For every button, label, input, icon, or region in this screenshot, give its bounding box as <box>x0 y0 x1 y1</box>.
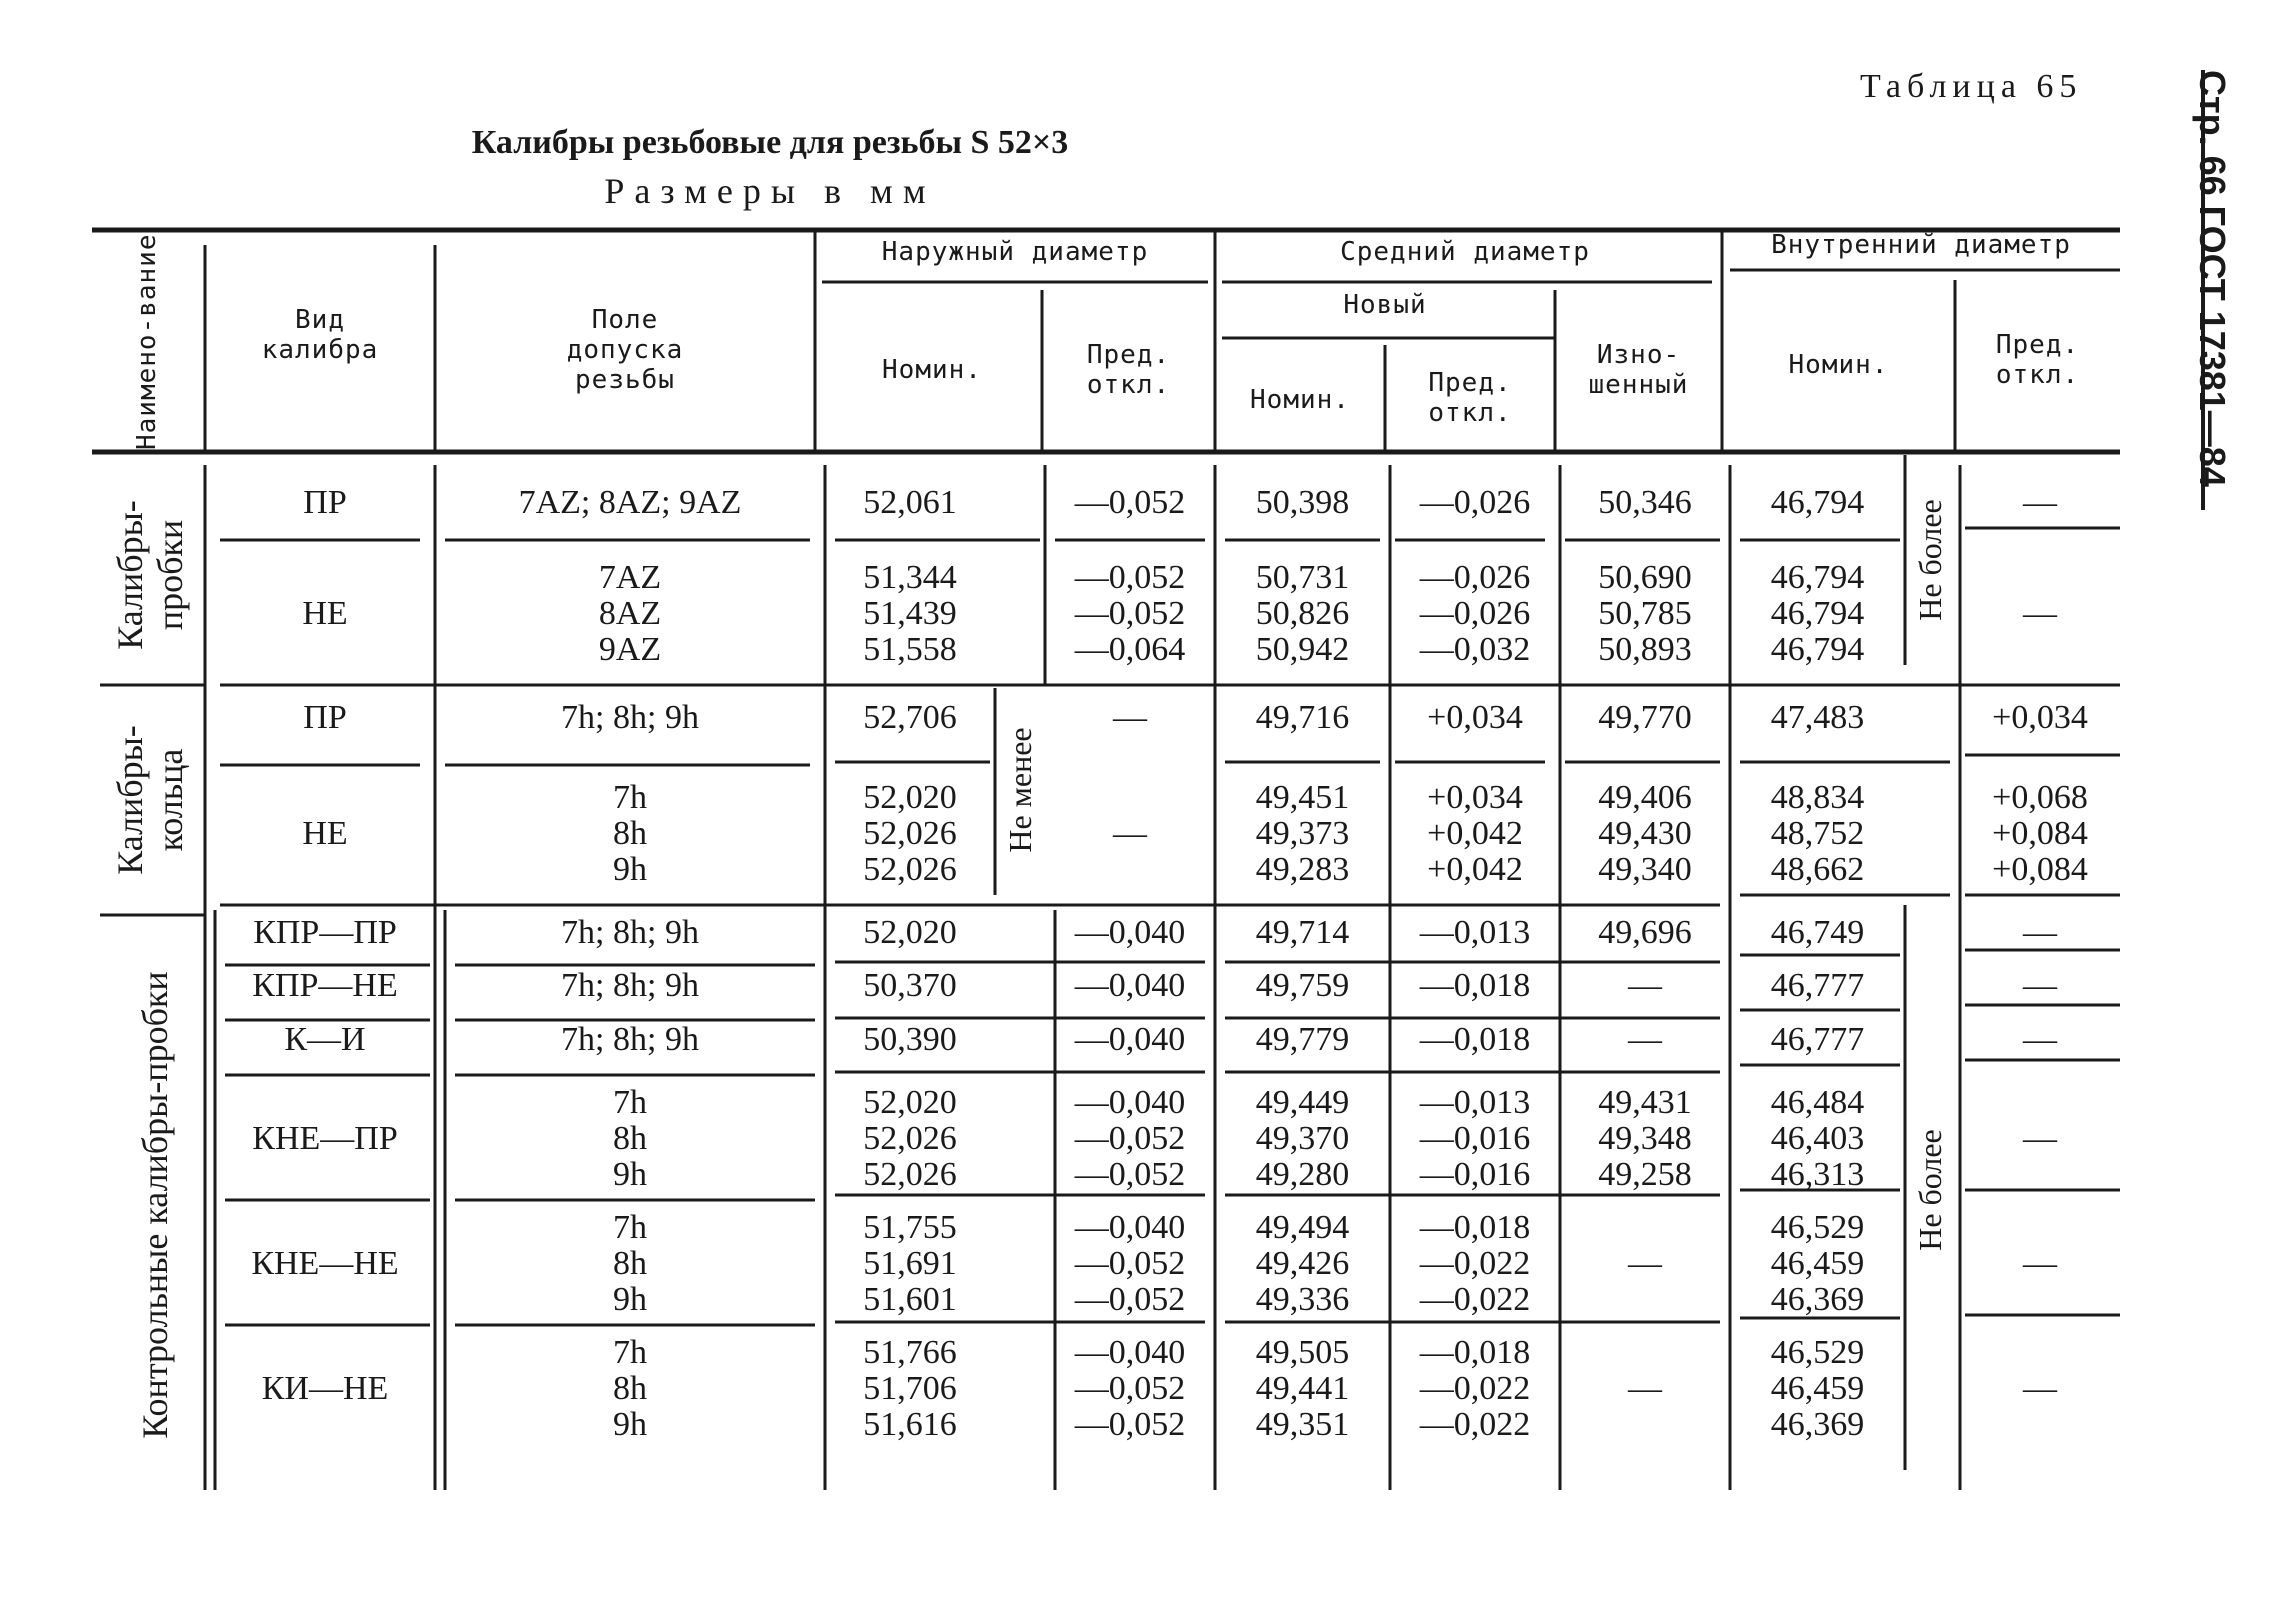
cell-m-dev: —0,013 <box>1419 914 1531 951</box>
cell-tol: 9h <box>613 1406 647 1443</box>
cell-m-dev: —0,022 <box>1419 1406 1531 1443</box>
cell-i-dev: — <box>2023 484 2057 521</box>
cell-m-dev: —0,018 <box>1419 1209 1531 1246</box>
cell-kind: КНЕ—НЕ <box>251 1245 399 1282</box>
cell-o-dev: —0,052 <box>1074 1406 1186 1443</box>
cell-m-nom: 49,441 <box>1255 1370 1350 1407</box>
cell-m-nom: 49,505 <box>1255 1334 1350 1371</box>
cell-m-worn: 49,406 <box>1598 779 1692 816</box>
cell-o-nom: 51,616 <box>863 1406 957 1443</box>
header-outer-dev: Пред. откл. <box>1086 340 1171 400</box>
cell-tol: 9AZ <box>598 631 662 668</box>
group-plugs: Калибры- пробки <box>110 500 190 650</box>
cell-tol: 7AZ <box>598 559 662 596</box>
cell-o-nom: 52,020 <box>863 779 957 816</box>
cell-i-dev: — <box>2023 1120 2057 1157</box>
cell-tol: 7h <box>613 1209 647 1246</box>
cell-o-nom: 52,020 <box>863 914 957 951</box>
cell-m-worn: — <box>1628 1245 1662 1282</box>
cell-o-nom: 51,601 <box>863 1281 957 1318</box>
cell-o-nom: 51,766 <box>863 1334 957 1371</box>
cell-o-dev: —0,052 <box>1074 1120 1186 1157</box>
header-middle: Средний диаметр <box>1340 237 1590 267</box>
cell-i-dev: +0,084 <box>1992 815 2088 852</box>
cell-m-worn: — <box>1628 967 1662 1004</box>
cell-m-dev: +0,042 <box>1427 815 1523 852</box>
cell-i-nom: 46,459 <box>1770 1245 1865 1282</box>
cell-m-nom: 49,716 <box>1255 699 1350 736</box>
cell-m-dev: —0,018 <box>1419 1334 1531 1371</box>
cell-m-nom: 50,942 <box>1255 631 1350 668</box>
cell-o-nom: 52,026 <box>863 851 957 888</box>
cell-tol: 7AZ; 8AZ; 9AZ <box>518 484 742 521</box>
cell-o-nom: 50,390 <box>863 1021 957 1058</box>
cell-m-worn: 50,893 <box>1598 631 1692 668</box>
cell-m-nom: 49,759 <box>1255 967 1350 1004</box>
cell-i-nom: 46,777 <box>1770 967 1865 1004</box>
cell-m-dev: —0,013 <box>1419 1084 1531 1121</box>
cell-kind: ПР <box>303 699 347 736</box>
cell-o-dev: —0,052 <box>1074 595 1186 632</box>
cell-i-nom: 46,749 <box>1770 914 1865 951</box>
cell-o-dev: —0,052 <box>1074 559 1186 596</box>
cell-o-dev: —0,052 <box>1074 484 1186 521</box>
cell-m-worn: 50,346 <box>1598 484 1692 521</box>
header-middle-dev: Пред. откл. <box>1428 368 1512 428</box>
cell-m-worn: 50,690 <box>1598 559 1692 596</box>
cell-tol: 7h; 8h; 9h <box>561 967 699 1004</box>
cell-i-nom: 48,834 <box>1770 779 1865 816</box>
cell-o-dev: — <box>1113 815 1147 852</box>
page-side-text: Стр. 66 ГОСТ 17381—84 <box>2192 70 2233 487</box>
cell-o-nom: 52,020 <box>863 1084 957 1121</box>
cell-m-dev: —0,018 <box>1419 1021 1531 1058</box>
cell-m-dev: +0,042 <box>1427 851 1523 888</box>
cell-m-nom: 49,370 <box>1255 1120 1350 1157</box>
note-not-more-1: Не более <box>1912 499 1948 621</box>
table-label: Таблица 65 <box>1860 68 2083 105</box>
cell-m-worn: — <box>1628 1021 1662 1058</box>
cell-kind: К—И <box>284 1021 366 1058</box>
cell-m-dev: —0,022 <box>1419 1281 1531 1318</box>
cell-m-nom: 49,494 <box>1255 1209 1350 1246</box>
cell-m-worn: 49,340 <box>1598 851 1692 888</box>
cell-o-nom: 52,061 <box>863 484 957 521</box>
cell-m-nom: 49,283 <box>1255 851 1350 888</box>
cell-i-nom: 46,794 <box>1770 484 1865 521</box>
units-caption: Размеры в мм <box>604 171 936 211</box>
cell-m-worn: 49,348 <box>1598 1120 1692 1157</box>
cell-i-nom: 46,794 <box>1770 631 1865 668</box>
cell-o-dev: —0,040 <box>1074 967 1186 1004</box>
note-not-more-2: Не более <box>1912 1129 1948 1251</box>
cell-m-dev: —0,022 <box>1419 1370 1531 1407</box>
cell-o-nom: 51,439 <box>863 595 957 632</box>
cell-i-nom: 46,794 <box>1770 595 1865 632</box>
cell-tol: 8AZ <box>598 595 662 632</box>
cell-tol: 9h <box>613 1156 647 1193</box>
cell-o-dev: —0,052 <box>1074 1281 1186 1318</box>
note-not-less: Не менее <box>1002 727 1038 853</box>
cell-m-nom: 49,779 <box>1255 1021 1350 1058</box>
cell-m-nom: 49,451 <box>1255 779 1350 816</box>
header-name: Наимено-вание <box>132 233 162 450</box>
cell-tol: 9h <box>613 851 647 888</box>
cell-i-dev: — <box>2023 914 2057 951</box>
cell-m-dev: —0,022 <box>1419 1245 1531 1282</box>
cell-i-dev: — <box>2023 1245 2057 1282</box>
cell-m-worn: 49,770 <box>1598 699 1692 736</box>
cell-i-dev: — <box>2023 1021 2057 1058</box>
cell-tol: 7h; 8h; 9h <box>561 1021 699 1058</box>
header-inner-nom: Номин. <box>1788 350 1889 380</box>
cell-i-dev: +0,084 <box>1992 851 2088 888</box>
cell-kind: НЕ <box>302 815 348 852</box>
cell-o-dev: — <box>1113 699 1147 736</box>
cell-i-nom: 46,529 <box>1770 1334 1865 1371</box>
cell-i-dev: +0,068 <box>1992 779 2088 816</box>
cell-o-dev: —0,052 <box>1074 1370 1186 1407</box>
cell-m-nom: 49,280 <box>1255 1156 1350 1193</box>
table-title: Калибры резьбовые для резьбы S 52×3 <box>471 124 1069 161</box>
cell-tol: 7h <box>613 1084 647 1121</box>
cell-m-dev: +0,034 <box>1427 779 1523 816</box>
cell-o-nom: 52,026 <box>863 815 957 852</box>
cell-m-nom: 49,426 <box>1255 1245 1350 1282</box>
cell-m-dev: —0,026 <box>1419 484 1531 521</box>
cell-o-dev: —0,040 <box>1074 1084 1186 1121</box>
cell-tol: 9h <box>613 1281 647 1318</box>
cell-m-nom: 49,351 <box>1255 1406 1350 1443</box>
cell-i-dev: — <box>2023 595 2057 632</box>
cell-o-nom: 51,558 <box>863 631 957 668</box>
cell-tol: 8h <box>613 815 647 852</box>
cell-i-nom: 46,777 <box>1770 1021 1865 1058</box>
cell-o-dev: —0,040 <box>1074 1334 1186 1371</box>
cell-o-dev: —0,064 <box>1074 631 1186 668</box>
cell-i-nom: 46,794 <box>1770 559 1865 596</box>
cell-m-nom: 49,336 <box>1255 1281 1350 1318</box>
cell-m-nom: 50,826 <box>1255 595 1350 632</box>
header-middle-nom: Номин. <box>1250 385 1350 415</box>
cell-tol: 8h <box>613 1120 647 1157</box>
header-inner: Внутренний диаметр <box>1771 230 2071 260</box>
group-rings: Калибры- кольца <box>110 725 190 875</box>
cell-m-dev: —0,016 <box>1419 1120 1531 1157</box>
cell-m-nom: 50,731 <box>1255 559 1350 596</box>
cell-kind: КПР—ПР <box>253 914 397 951</box>
cell-m-worn: 49,258 <box>1598 1156 1692 1193</box>
cell-m-worn: 49,430 <box>1598 815 1692 852</box>
cell-i-nom: 46,369 <box>1770 1281 1865 1318</box>
cell-o-dev: —0,052 <box>1074 1156 1186 1193</box>
cell-o-nom: 51,344 <box>863 559 957 596</box>
cell-i-nom: 47,483 <box>1770 699 1865 736</box>
header-tolerance: Поле допуска резьбы <box>566 305 684 395</box>
cell-tol: 7h; 8h; 9h <box>561 914 699 951</box>
cell-i-dev: +0,034 <box>1992 699 2088 736</box>
cell-m-dev: —0,016 <box>1419 1156 1531 1193</box>
cell-o-nom: 52,026 <box>863 1156 957 1193</box>
cell-m-nom: 49,449 <box>1255 1084 1350 1121</box>
cell-m-nom: 50,398 <box>1255 484 1350 521</box>
cell-tol: 8h <box>613 1370 647 1407</box>
cell-kind: КПР—НЕ <box>252 967 398 1004</box>
header-outer: Наружный диаметр <box>881 237 1149 267</box>
cell-i-nom: 46,369 <box>1770 1406 1865 1443</box>
cell-i-nom: 46,403 <box>1770 1120 1865 1157</box>
cell-o-nom: 51,691 <box>863 1245 957 1282</box>
cell-tol: 8h <box>613 1245 647 1282</box>
cell-o-nom: 52,026 <box>863 1120 957 1157</box>
cell-kind: НЕ <box>302 595 348 632</box>
cell-i-nom: 46,529 <box>1770 1209 1865 1246</box>
header-middle-worn: Изно- шенный <box>1588 340 1689 400</box>
cell-tol: 7h <box>613 1334 647 1371</box>
header-kind: Вид калибра <box>261 305 379 365</box>
cell-m-worn: 49,696 <box>1598 914 1692 951</box>
cell-m-dev: —0,026 <box>1419 595 1531 632</box>
cell-m-dev: —0,032 <box>1419 631 1531 668</box>
cell-tol: 7h; 8h; 9h <box>561 699 699 736</box>
cell-m-worn: 49,431 <box>1598 1084 1692 1121</box>
cell-tol: 7h <box>613 779 647 816</box>
cell-m-nom: 49,373 <box>1255 815 1350 852</box>
cell-m-dev: —0,018 <box>1419 967 1531 1004</box>
cell-o-dev: —0,040 <box>1074 1209 1186 1246</box>
cell-i-nom: 46,313 <box>1770 1156 1865 1193</box>
cell-m-worn: 50,785 <box>1598 595 1692 632</box>
cell-o-dev: —0,040 <box>1074 914 1186 951</box>
cell-m-worn: — <box>1628 1370 1662 1407</box>
cell-o-nom: 51,755 <box>863 1209 957 1246</box>
cell-m-dev: —0,026 <box>1419 559 1531 596</box>
cell-kind: КИ—НЕ <box>261 1370 389 1407</box>
cell-i-nom: 48,752 <box>1770 815 1865 852</box>
cell-o-nom: 52,706 <box>863 699 957 736</box>
cell-o-dev: —0,040 <box>1074 1021 1186 1058</box>
cell-m-dev: +0,034 <box>1427 699 1523 736</box>
cell-i-nom: 46,484 <box>1770 1084 1865 1121</box>
header-middle-new: Новый <box>1343 290 1427 320</box>
cell-kind: КНЕ—ПР <box>252 1120 398 1157</box>
header-inner-dev: Пред. откл. <box>1995 330 2080 390</box>
cell-o-nom: 51,706 <box>863 1370 957 1407</box>
group-control-plugs: Контрольные калибры-пробки <box>135 971 175 1439</box>
header-outer-nom: Номин. <box>882 355 982 385</box>
cell-i-nom: 48,662 <box>1770 851 1865 888</box>
cell-kind: ПР <box>303 484 347 521</box>
cell-o-dev: —0,052 <box>1074 1245 1186 1282</box>
cell-i-dev: — <box>2023 967 2057 1004</box>
cell-o-nom: 50,370 <box>863 967 957 1004</box>
cell-i-nom: 46,459 <box>1770 1370 1865 1407</box>
cell-i-dev: — <box>2023 1370 2057 1407</box>
cell-m-nom: 49,714 <box>1255 914 1350 951</box>
